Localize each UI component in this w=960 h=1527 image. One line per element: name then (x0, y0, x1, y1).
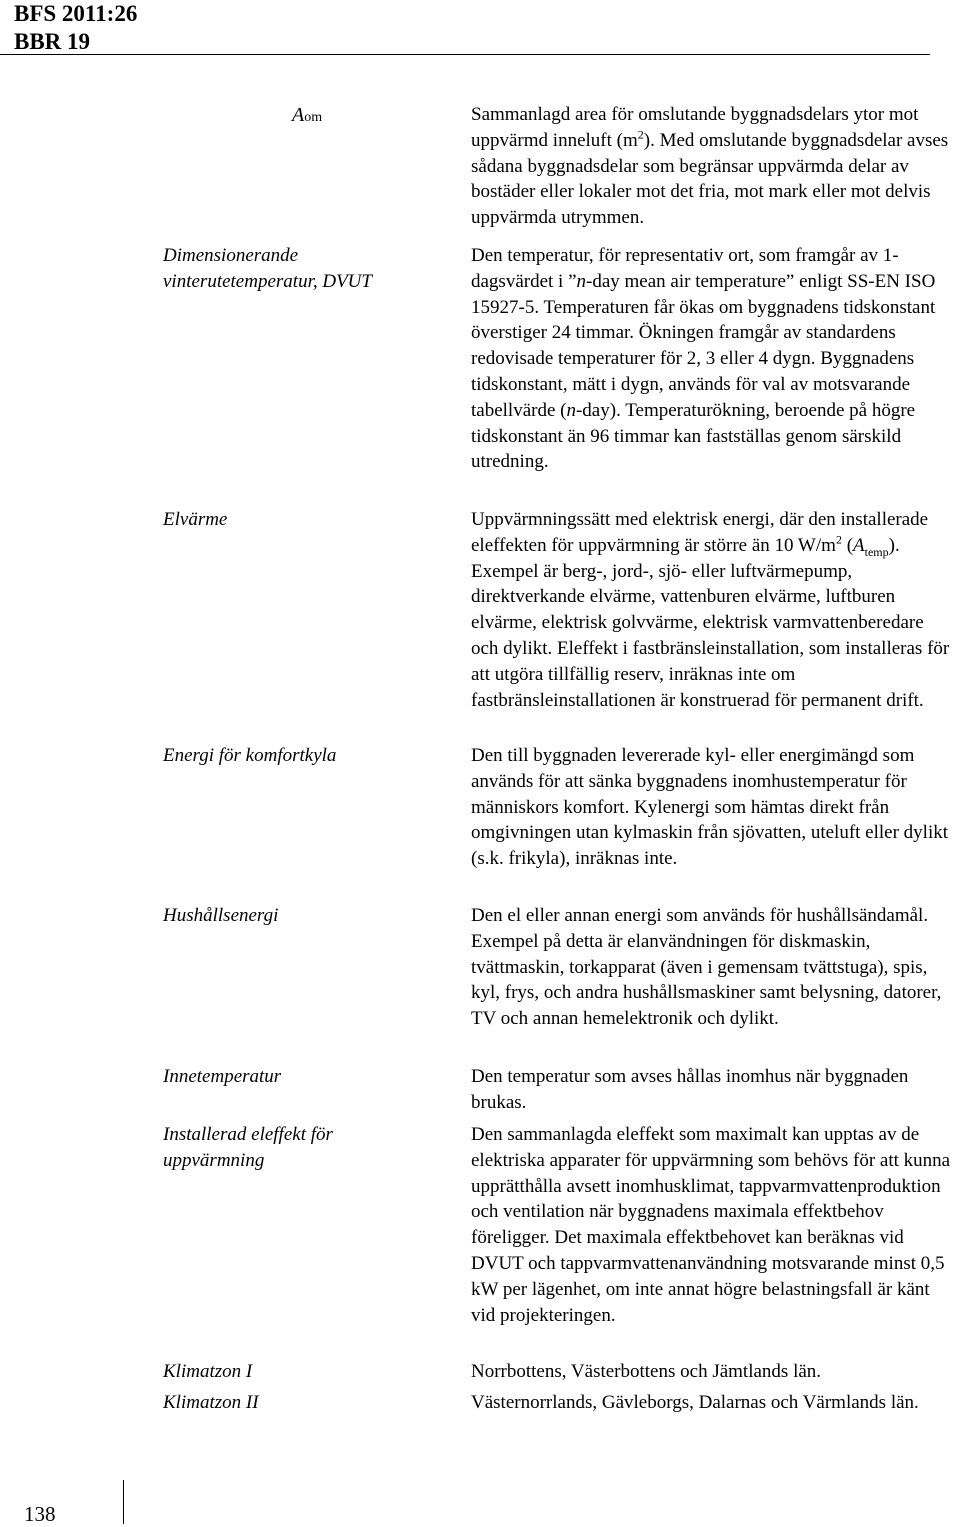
header-line-2: BBR 19 (14, 29, 91, 54)
definition-energi-komfortkyla: Den till byggnaden levererade kyl- eller energimängd som används för att sänka byggnadens inomhustemperatur för människors komfort. Kylenergi som hämtas direkt från omgivningen utan kylmaskin från sjövatten, uteluft eller dylikt (s.k. frikyla), inräknas inte. (471, 745, 949, 870)
page-number: 138 (24, 1502, 56, 1526)
document-header (14, 0, 137, 56)
term-installerad-eleffekt: Installerad eleffekt för uppvärmning (163, 1124, 333, 1171)
definition-installerad-eleffekt: Den sammanlagda eleffekt som maximalt kan upptas av de elektriska apparater för uppvärmning som behövs för att kunna upprätthålla avsett inomhusklimat, tappvarmvattenproduktion och ventilation när byggnadens maximala effektbehov föreligger. Det maximala effektbehovet kan beräknas vid DVUT och tappvarmvattenanvändning motsvarande minst 0,5 kW per lägenhet, om inte annat högre belastningsfall är känt vid projekteringen. (471, 1124, 951, 1326)
definition-a-om: Sammanlagd area för omslutande byggnadsdelars ytor mot uppvärmd inneluft $(m^2)$. Med omslutande byggnadsdelar avses sådana byggnadsdelar som begränsar uppvärmda delar av bostäder eller lokaler mot det fria, mot mark eller mot delvis uppvärmda utrymmen. (471, 104, 949, 229)
header-line-1: BFS 2011:26 (14, 1, 138, 26)
definition-klimatzon-2: Västernorrlands, Gävleborgs, Dalarnas och Värmlands län. (471, 1392, 919, 1413)
definition-elvarme: Uppvärmningssätt med elektrisk energi, där den installerade eleffekten för uppvärmning är större än 10 $W/m^2$ $(A_{temp})$. Exempel är berg-, jord-, sjö- eller luftvärmepump, direktverkande elvärme, vattenburen elvärme, luftburen elvärme, elektrisk golvvärme, elektrisk varmvattenberedare och dylikt. Eleffekt i fastbränsleinstallation, som installeras för att utgöra tillfällig reserv, inräknas inte om fastbränsleinstallationen är konstruerad för permanent drift. (471, 509, 950, 711)
definition-hushallsenergi: Den el eller annan energi som används för hushållsändamål. Exempel på detta är elanvändningen för diskmaskin, tvättmaskin, torkapparat (även i gemensam tvättstuga), spis, kyl, frys, och andra hushållsmaskiner samt belysning, datorer, TV och annan hemelektronik och dylikt. (471, 905, 942, 1030)
term-elvarme: Elvärme (163, 509, 228, 530)
term-innetemperatur: Innetemperatur (163, 1066, 282, 1087)
definition-klimatzon-1: Norrbottens, Västerbottens och Jämtlands län. (471, 1361, 822, 1382)
term-a-om: Aom (292, 104, 323, 126)
footer-divider (123, 1480, 124, 1524)
term-hushallsenergi: Hushållsenergi (163, 905, 279, 926)
term-klimatzon-1: Klimatzon I (163, 1361, 253, 1382)
header-divider (0, 54, 930, 55)
definition-innetemperatur: Den temperatur som avses hållas inomhus när byggnaden brukas. (471, 1066, 909, 1113)
definition-dvut: Den temperatur, för representativ ort, som framgår av 1-dagsvärdet i ”n-day mean air temperature” enligt SS-EN ISO 15927-5. Temperaturen får ökas om byggnadens tidskonstant överstiger 24 timmar. Ökningen framgår av standardens redovisade temperaturer för 2, 3 eller 4 dygn. Byggnadens tidskonstant, mätt i dygn, används för val av motsvarande tabellvärde (n-day). Temperaturökning, beroende på högre tidskonstant än 96 timmar kan fastställas genom särskild utredning. (471, 245, 936, 473)
term-energi-komfortkyla: Energi för komfortkyla (163, 745, 337, 766)
term-dvut: Dimensionerande vinterutetemperatur, DVUT (163, 245, 372, 292)
term-klimatzon-2: Klimatzon II (163, 1392, 259, 1413)
